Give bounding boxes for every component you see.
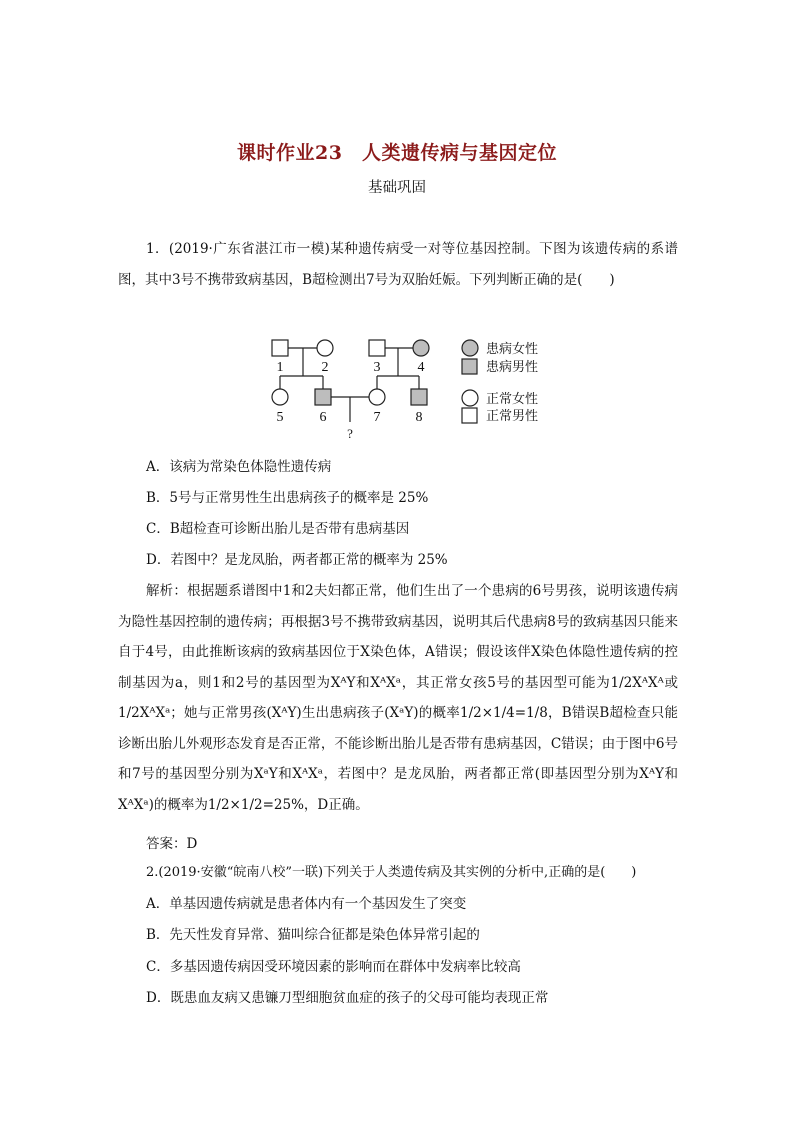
individual-8-affected-male bbox=[411, 389, 427, 405]
label-6: 6 bbox=[319, 410, 327, 425]
question-2-option-b: B．先天性发育异常、猫叫综合征都是染色体异常引起的 bbox=[146, 927, 480, 943]
individual-2-normal-female bbox=[317, 340, 333, 356]
label-5: 5 bbox=[276, 410, 284, 425]
legend-affected-male: 患病男性 bbox=[486, 359, 539, 374]
label-7: 7 bbox=[373, 410, 381, 425]
question-1-analysis: 解析：根据题系谱图中1和2夫妇都正常，他们生出了一个患病的6号男孩，说明该遗传病为隐性基因控制的遗传病；再根据3号不携带致病基因，说明其后代患病8号的致病基因只能来自于4号，由此推断该病的致病基因位于X染色体，A错误；假设该伴X染色体隐性遗传病的控制基因为a，则1和2号的基因型为XᴬY和XᴬXᵃ，其正常女孩5号的基因型可能为1/2XᴬXᴬ或1/2XᴬXᵃ；她与正常男孩(XᴬY)生出患病孩子(XᵃY)的概率1/2×1/4=1/8，B错误B超检查只能诊断出胎儿外观形态发育是否正常，不能诊断出胎儿是否带有患病基因，C错误；由于图中6号和7号的基因型分别为XᵃY和XᴬXᵃ，若图中？是龙凤胎，两者都正常(即基因型分别为XᴬY和XᴬXᵃ)的概率为1/2×1/2=25%，D正确。 bbox=[118, 583, 678, 813]
pedigree-chart bbox=[260, 334, 560, 444]
question-2-option-a: A．单基因遗传病就是患者体内有一个基因发生了突变 bbox=[146, 896, 467, 912]
legend-affected-female-icon bbox=[462, 340, 478, 356]
legend-normal-male-icon bbox=[462, 408, 477, 423]
individual-3-normal-male bbox=[369, 340, 385, 356]
individual-7-normal-female bbox=[369, 389, 385, 405]
question-1-answer: 答案：D bbox=[146, 836, 198, 852]
individual-4-affected-female bbox=[413, 340, 429, 356]
question-1-stem: 1．(2019·广东省湛江市一模)某种遗传病受一对等位基因控制。下图为该遗传病的系谱图，其中3号不携带致病基因，B超检测出7号为双胎妊娠。下列判断正确的是( ) bbox=[118, 241, 678, 288]
question-1-option-b: B．5号与正常男性生出患病孩子的概率是 25% bbox=[146, 490, 429, 506]
individual-5-normal-female bbox=[272, 389, 288, 405]
label-8: 8 bbox=[415, 410, 423, 425]
legend-normal-female-icon bbox=[462, 390, 478, 406]
section-subtitle: 基础巩固 bbox=[368, 180, 426, 196]
question-2-stem: 2.(2019·安徽“皖南八校”一联)下列关于人类遗传病及其实例的分析中,正确的是( ) bbox=[146, 865, 637, 880]
individual-6-affected-male bbox=[315, 389, 331, 405]
label-unknown: ? bbox=[347, 426, 353, 441]
question-1-option-a: A．该病为常染色体隐性遗传病 bbox=[146, 459, 332, 475]
legend-affected-male-icon bbox=[462, 359, 477, 374]
legend-normal-male: 正常男性 bbox=[486, 408, 539, 423]
question-2-option-c: C．多基因遗传病因受环境因素的影响而在群体中发病率比较高 bbox=[146, 959, 521, 975]
label-4: 4 bbox=[417, 360, 425, 375]
label-2: 2 bbox=[321, 360, 329, 375]
question-2-option-d: D．既患血友病又患镰刀型细胞贫血症的孩子的父母可能均表现正常 bbox=[146, 990, 549, 1006]
legend-normal-female: 正常女性 bbox=[486, 391, 539, 406]
question-1-option-d: D．若图中？是龙凤胎，两者都正常的概率为 25% bbox=[146, 552, 448, 568]
individual-1-normal-male bbox=[272, 340, 288, 356]
label-1: 1 bbox=[276, 360, 284, 375]
label-3: 3 bbox=[373, 360, 381, 375]
page-title: 课时作业23 人类遗传病与基因定位 bbox=[237, 142, 557, 164]
question-1-option-c: C．B超检查可诊断出胎儿是否带有患病基因 bbox=[146, 521, 410, 537]
legend-affected-female: 患病女性 bbox=[486, 341, 539, 356]
